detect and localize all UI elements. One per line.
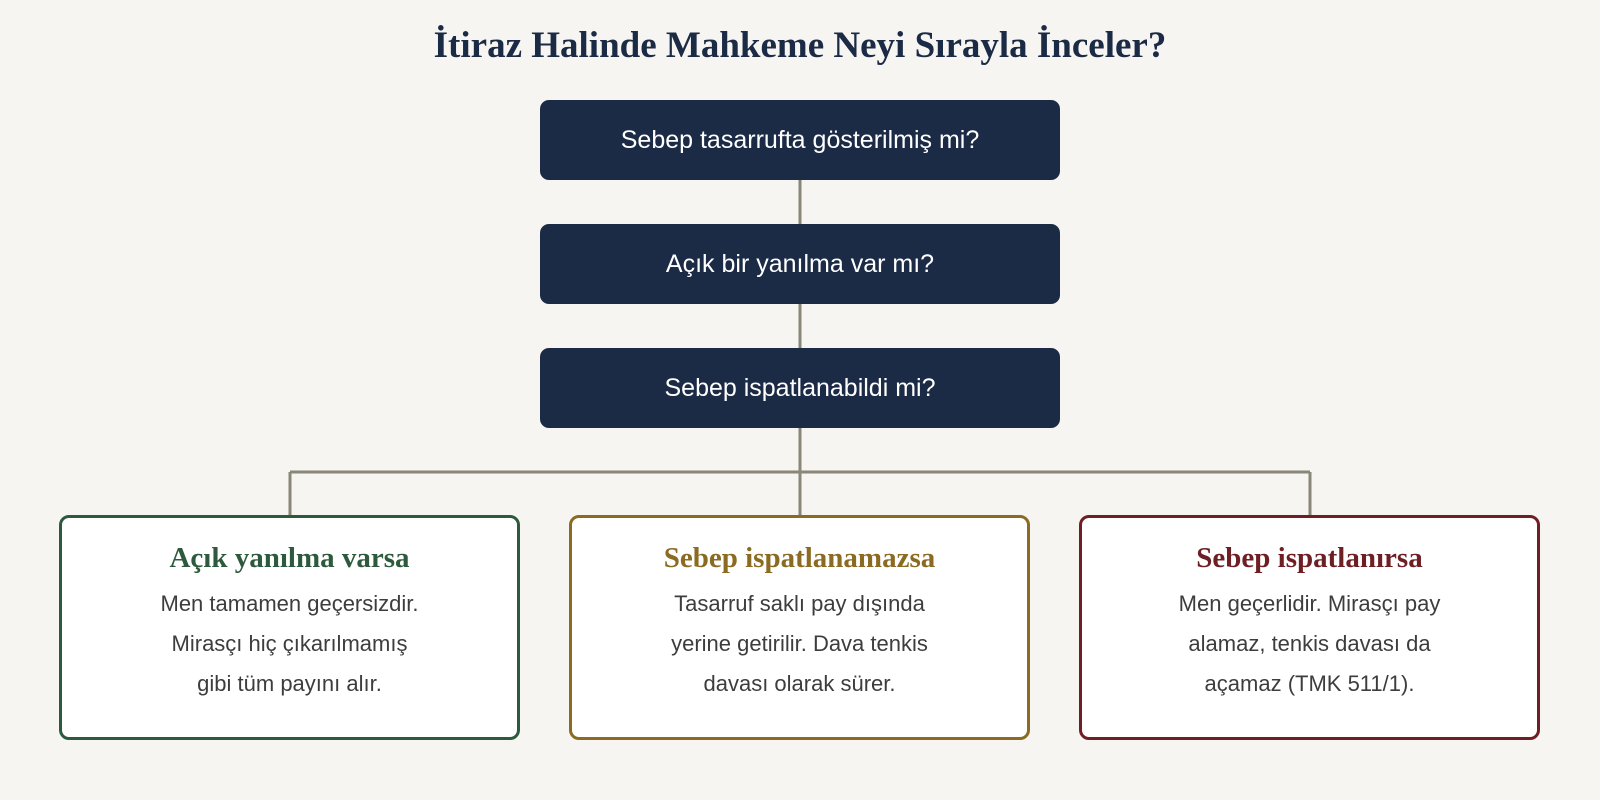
outcome-line: Men geçerlidir. Mirasçı pay (1178, 591, 1441, 616)
diagram-title: İtiraz Halinde Mahkeme Neyi Sırayla İnceler? (433, 25, 1167, 66)
outcome-description (62, 584, 517, 704)
step-reason-proven (540, 348, 1060, 428)
outcome-title: Sebep ispatlanırsa (1196, 542, 1423, 574)
step-reason-stated (540, 100, 1060, 180)
outcome-line: yerine getirilir. Dava tenkis (671, 631, 928, 656)
outcome-line: açamaz (TMK 511/1). (1204, 671, 1415, 696)
step-label: Sebep ispatlanabildi mi? (664, 373, 936, 402)
outcome-proven (1079, 515, 1540, 740)
outcome-title: Sebep ispatlanamazsa (663, 542, 936, 574)
outcome-line: Tasarruf saklı pay dışında (674, 591, 925, 616)
outcome-not-proven (569, 515, 1030, 740)
outcome-line: Men tamamen geçersizdir. (160, 591, 419, 616)
outcome-obvious-error (59, 515, 520, 740)
step-label: Açık bir yanılma var mı? (665, 249, 935, 278)
step-label: Sebep tasarrufta gösterilmiş mi? (620, 125, 980, 154)
step-obvious-error (540, 224, 1060, 304)
outcome-line: Mirasçı hiç çıkarılmamış (171, 631, 408, 656)
outcome-line: alamaz, tenkis davası da (1188, 631, 1431, 656)
outcome-line: gibi tüm payını alır. (197, 671, 382, 696)
outcome-title: Açık yanılma varsa (169, 542, 410, 574)
outcome-line: davası olarak sürer. (703, 671, 896, 696)
outcome-description (572, 584, 1027, 704)
outcome-description (1082, 584, 1537, 704)
